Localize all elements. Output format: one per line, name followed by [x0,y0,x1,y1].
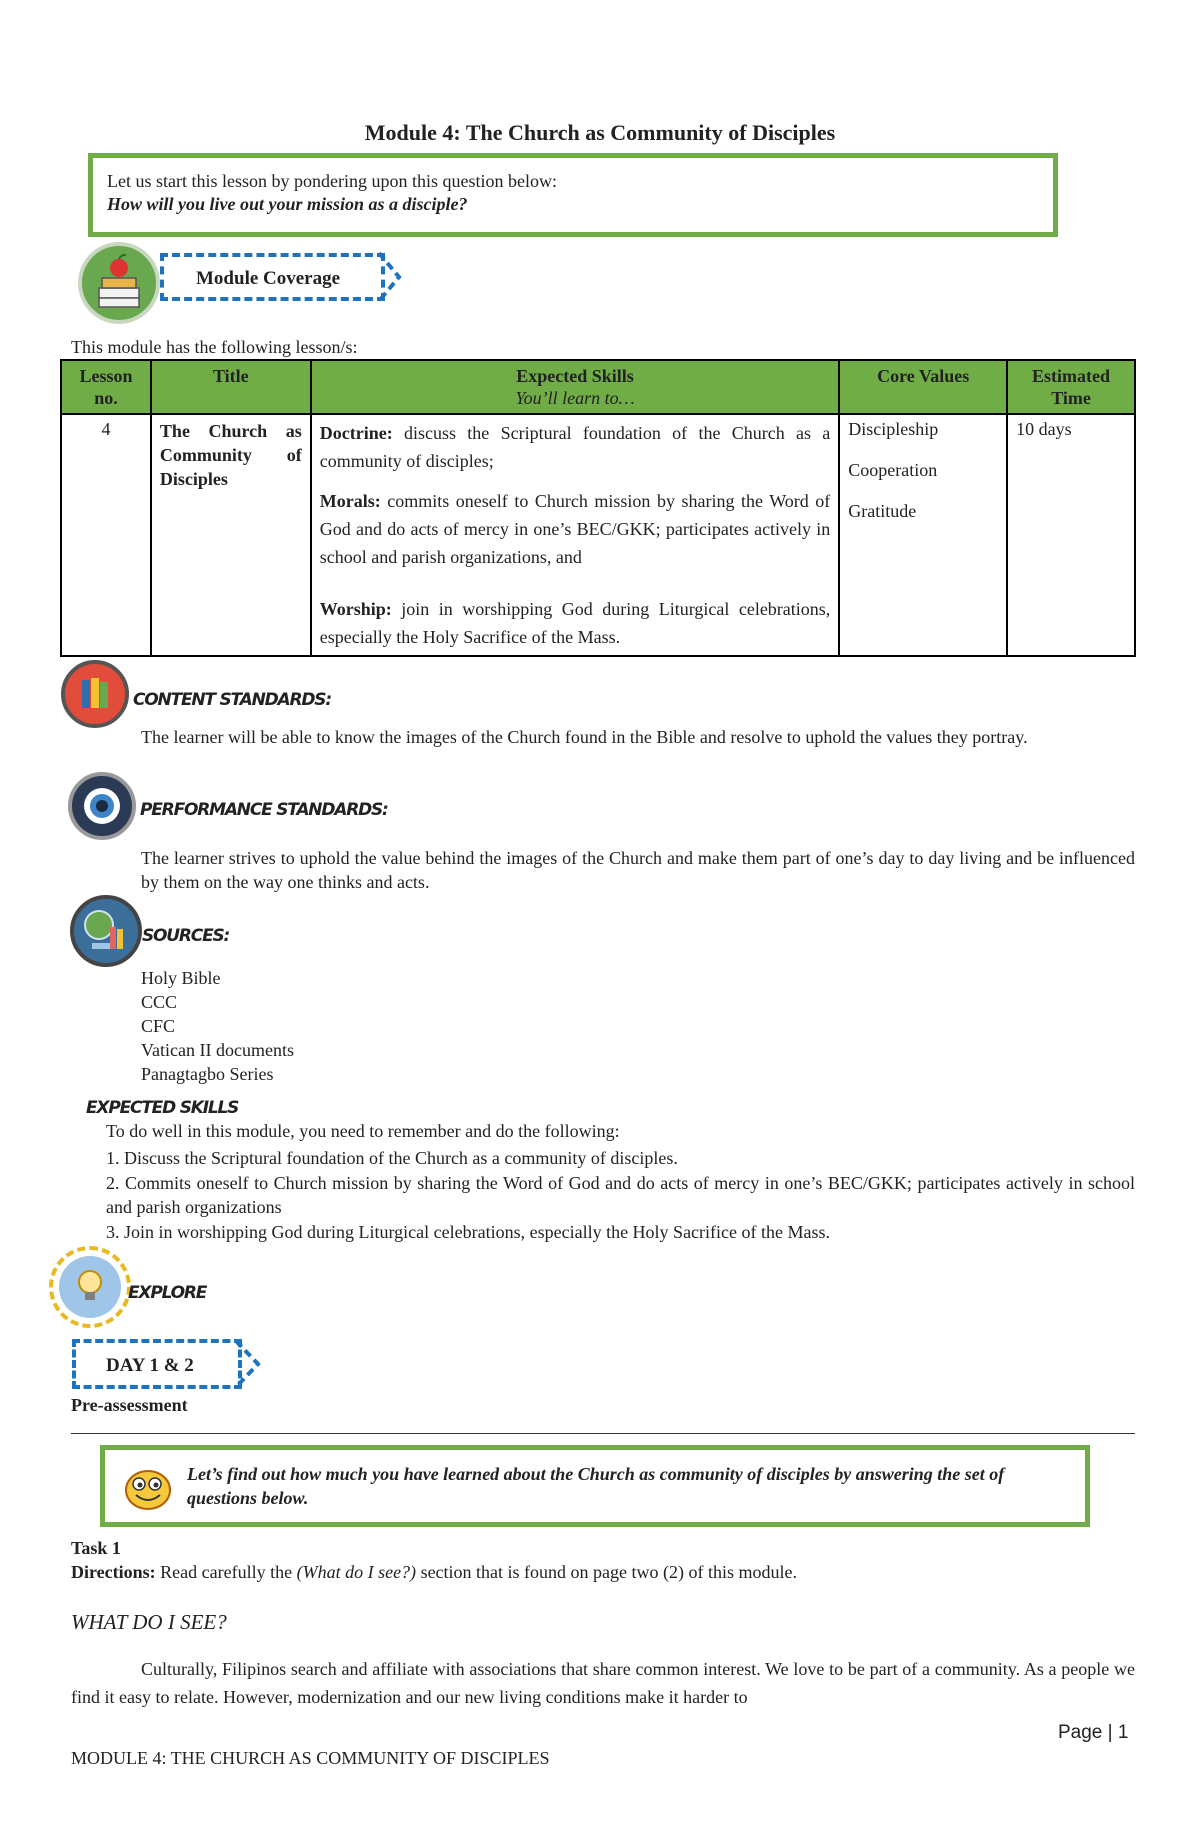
worship-text: join in worshipping God during Liturgical celebrations, especially the Holy Sacrifice of the Mass. [319,599,831,647]
expected-skills-intro: To do well in this module, you need to remember and do the following: [106,1121,620,1141]
skill-worship [320,595,831,651]
task-directions [71,1562,797,1583]
performance-standards-text: The learner strives to uphold the value behind the images of the Church and make them part of one’s day to day living and be influenced by them on the way one thinks and acts. [141,848,1135,892]
header-skills-label: Expected Skills [516,366,634,386]
day-tag-arrow-icon [232,1337,262,1391]
expected-skills-item: 1. Discuss the Scriptural foundation of the Church as a community of disciples. [106,1148,678,1168]
explore-heading: EXPLORE [128,1283,207,1303]
intro-question: How will you live out your mission as a disciple? [107,194,468,214]
header-skills [311,360,840,414]
header-skills-sub: You’ll learn to… [515,388,635,408]
skill-morals [320,487,831,571]
sources-heading: SOURCES: [142,926,230,946]
pre-assessment-label: Pre-assessment [71,1395,188,1415]
content-standards-text: The learner will be able to know the images of the Church found in the Bible and resolve to uphold the values they portray. [141,727,1028,747]
header-estimated-time: Estimated Time [1007,360,1135,414]
table-header-row [61,360,1135,414]
core-value: Cooperation [848,460,938,480]
content-standards-heading: CONTENT STANDARDS: [133,690,331,710]
expected-skills-item: 3. Join in worshipping God during Liturgical celebrations, especially the Holy Sacrifice of the Mass. [106,1222,831,1242]
tag-arrow-icon [375,249,403,305]
cell-lesson-no: 4 [61,414,151,656]
lessons-intro: This module has the following lesson/s: [71,337,358,357]
cell-core-values [839,414,1007,656]
books-icon [61,660,129,728]
cell-estimated-time: 10 days [1007,414,1135,656]
globe-books-icon [70,895,142,967]
divider-line [71,1433,1135,1434]
books-apple-icon [78,242,160,324]
source-item: Vatican II documents [141,1040,294,1060]
header-lesson-no: Lesson no. [61,360,151,414]
what-do-i-see-heading: WHAT DO I SEE? [71,1610,227,1634]
lets-find-out-box [100,1445,1090,1527]
cell-title: The Church as Community of Disciples [151,414,311,656]
table-row [61,414,1135,656]
morals-text: commits oneself to Church mission by sharing the Word of God and do acts of mercy in one’s BEC/GKK; participates actively in school and parish organizations, and [319,491,831,567]
morals-label: Morals: [319,491,381,511]
lightbulb-icon [49,1246,131,1328]
source-item: Panagtagbo Series [141,1064,274,1084]
expected-skills-item: 2. Commits oneself to Church mission by sharing the Word of God and do acts of mercy in one’s BEC/GKK; participates actively in school and parish organizations [106,1173,1135,1217]
coverage-table [60,359,1136,657]
page-title: Module 4: The Church as Community of Disciples [364,120,836,145]
expected-skills-heading: EXPECTED SKILLS [86,1098,239,1118]
intro-question-box [88,153,1058,237]
module-coverage-label: Module Coverage [196,268,341,289]
skill-doctrine [320,419,831,475]
day-tag [72,1339,242,1389]
sources-list [141,966,294,1086]
task-label: Task 1 [71,1538,121,1558]
footer-title: MODULE 4: THE CHURCH AS COMMUNITY OF DISCIPLES [71,1748,550,1768]
module-coverage-tag [160,253,385,301]
target-eye-icon [68,772,136,840]
directions-post: section that is found on page two (2) of this module. [420,1562,797,1582]
source-item: CFC [141,1016,176,1036]
smiley-icon [117,1464,179,1512]
source-item: CCC [141,992,178,1012]
cell-skills [311,414,840,656]
core-value: Discipleship [848,419,939,439]
page-number: Page | 1 [1058,1722,1129,1743]
doctrine-label: Doctrine: [319,423,393,443]
day-label: DAY 1 & 2 [106,1355,194,1376]
worship-label: Worship: [319,599,392,619]
header-core-values: Core Values [839,360,1007,414]
directions-italic: (What do I see?) [296,1562,417,1582]
lets-find-out-text: Let’s find out how much you have learned about the Church as community of disciples by answering the set of questions below. [187,1464,1005,1508]
header-title: Title [151,360,311,414]
directions-label: Directions: [71,1562,156,1582]
doctrine-text: discuss the Scriptural foundation of the Church as a community of disciples; [319,423,831,471]
what-do-i-see-text: Culturally, Filipinos search and affiliate with associations that share common interest. We love to be part of a community. As a people we find it easy to relate. However, modernization and our new living conditions make it harder to [71,1659,1135,1707]
directions-pre: Read carefully the [160,1562,293,1582]
core-value: Gratitude [848,501,917,521]
source-item: Holy Bible [141,968,221,988]
intro-line: Let us start this lesson by pondering upon this question below: [107,171,557,191]
performance-standards-heading: PERFORMANCE STANDARDS: [140,800,388,820]
